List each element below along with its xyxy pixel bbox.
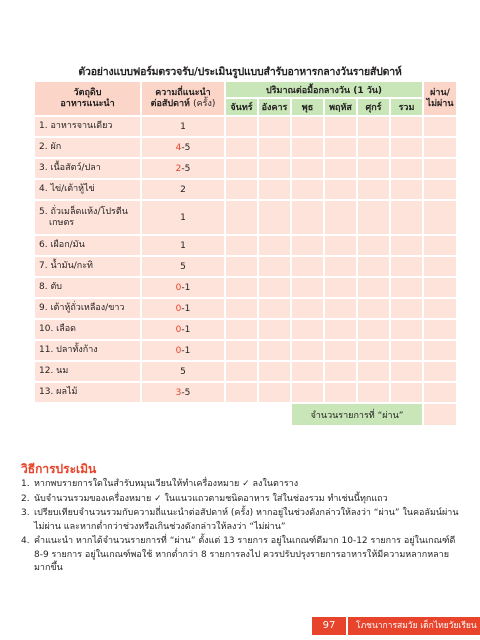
cell-pass-fail[interactable] (424, 138, 456, 157)
table-row (35, 159, 456, 178)
table-row (35, 383, 456, 402)
cell-wednesday[interactable] (292, 278, 323, 297)
cell-pass-fail[interactable] (424, 257, 456, 276)
cell-total[interactable] (391, 117, 422, 136)
cell-total[interactable] (391, 278, 422, 297)
cell-tuesday[interactable] (259, 236, 290, 255)
page-number: 97 (312, 617, 346, 635)
cell-friday[interactable] (358, 320, 389, 339)
cell-pass-fail[interactable] (424, 341, 456, 360)
cell-monday[interactable] (226, 159, 257, 178)
recommended-frequency: 2 (142, 180, 224, 199)
food-name: 9. เต้าหู้ถั่วเหลือง/ขาว (35, 299, 140, 318)
cell-tuesday[interactable] (259, 362, 290, 381)
page-footer (312, 617, 480, 635)
cell-tuesday[interactable] (259, 257, 290, 276)
recommended-frequency: 0-1 (142, 320, 224, 339)
cell-total[interactable] (391, 299, 422, 318)
cell-monday[interactable] (226, 341, 257, 360)
cell-friday[interactable] (358, 201, 389, 234)
food-name: 4. ไข่/เต้าหู้ไข่ (35, 180, 140, 199)
cell-pass-fail[interactable] (424, 117, 456, 136)
cell-tuesday[interactable] (259, 299, 290, 318)
cell-monday[interactable] (226, 257, 257, 276)
cell-friday[interactable] (358, 278, 389, 297)
food-name: 12. นม (35, 362, 140, 381)
recommended-frequency: 0-1 (142, 341, 224, 360)
method-list (21, 478, 461, 577)
table-row (35, 278, 456, 297)
cell-total[interactable] (391, 257, 422, 276)
table-row (35, 320, 456, 339)
cell-monday[interactable] (226, 117, 257, 136)
pass-count-value[interactable] (424, 404, 456, 425)
cell-friday[interactable] (358, 138, 389, 157)
cell-tuesday[interactable] (259, 180, 290, 199)
cell-friday[interactable] (358, 341, 389, 360)
cell-wednesday[interactable] (292, 180, 323, 199)
cell-tuesday[interactable] (259, 278, 290, 297)
food-name: 5. ถั่วเมล็ดแห้ง/โปรตีน เกษตร (35, 201, 140, 234)
cell-wednesday[interactable] (292, 201, 323, 234)
blank-cell (35, 404, 290, 425)
cell-pass-fail[interactable] (424, 159, 456, 178)
recommended-frequency: 1 (142, 117, 224, 136)
pass-count-row (35, 404, 456, 425)
cell-tuesday[interactable] (259, 159, 290, 178)
cell-pass-fail[interactable] (424, 362, 456, 381)
assessment-table (33, 80, 458, 427)
cell-friday[interactable] (358, 299, 389, 318)
header-day-tuesday: อังคาร (259, 99, 290, 115)
cell-friday[interactable] (358, 180, 389, 199)
header-food: วัตถุดิบ อาหารแนะนำ (35, 82, 140, 115)
cell-friday[interactable] (358, 236, 389, 255)
food-name: 1. อาหารจานเดียว (35, 117, 140, 136)
method-title: วิธีการประเมิน (21, 462, 97, 476)
method-item: 3. เปรียบเทียบจำนวนรวมกับความถี่แนะนำต่อสัปดาห์ (ครั้ง) หากอยู่ในช่วงดังกล่าวให้ลงว่า “ผ่าน” ในคอลัมน์ผ่าน ไม่ผ่าน และหากต่ำกว่าช่วงหรือเกินช่วงดังกล่าวให้ลงว่า “ไม่ผ่าน” (21, 508, 459, 532)
cell-wednesday[interactable] (292, 299, 323, 318)
cell-pass-fail[interactable] (424, 383, 456, 402)
food-name: 13. ผลไม้ (35, 383, 140, 402)
cell-thursday[interactable] (325, 383, 356, 402)
table-row (35, 257, 456, 276)
cell-monday[interactable] (226, 278, 257, 297)
table-row (35, 299, 456, 318)
food-name: 6. เผือก/มัน (35, 236, 140, 255)
recommended-frequency: 3-5 (142, 383, 224, 402)
table-row (35, 117, 456, 136)
table-row (35, 362, 456, 381)
cell-thursday[interactable] (325, 236, 356, 255)
header-day-wednesday: พุธ (292, 99, 323, 115)
cell-thursday[interactable] (325, 320, 356, 339)
header-pass-fail: ผ่าน/ ไม่ผ่าน (424, 82, 456, 115)
cell-pass-fail[interactable] (424, 278, 456, 297)
table-row (35, 138, 456, 157)
cell-total[interactable] (391, 201, 422, 234)
cell-tuesday[interactable] (259, 383, 290, 402)
cell-total[interactable] (391, 236, 422, 255)
header-total: รวม (391, 99, 422, 115)
header-recommended-frequency: ความถี่แนะนำ ต่อสัปดาห์ (ครั้ง) (142, 82, 224, 115)
cell-friday[interactable] (358, 159, 389, 178)
recommended-frequency: 1 (142, 236, 224, 255)
recommended-frequency: 4-5 (142, 138, 224, 157)
cell-monday[interactable] (226, 180, 257, 199)
cell-thursday[interactable] (325, 138, 356, 157)
cell-wednesday[interactable] (292, 320, 323, 339)
cell-thursday[interactable] (325, 299, 356, 318)
cell-wednesday[interactable] (292, 159, 323, 178)
recommended-frequency: 0-1 (142, 299, 224, 318)
cell-tuesday[interactable] (259, 341, 290, 360)
cell-monday[interactable] (226, 362, 257, 381)
cell-wednesday[interactable] (292, 362, 323, 381)
method-item: 1. หากพบรายการใดในสำรับหมุนเวียนให้ทำเครื่องหมาย ✓ ลงในตาราง (21, 479, 299, 489)
cell-tuesday[interactable] (259, 201, 290, 234)
cell-wednesday[interactable] (292, 236, 323, 255)
cell-friday[interactable] (358, 257, 389, 276)
cell-tuesday[interactable] (259, 138, 290, 157)
recommended-frequency: 2-5 (142, 159, 224, 178)
cell-pass-fail[interactable] (424, 320, 456, 339)
cell-thursday[interactable] (325, 278, 356, 297)
header-day-monday: จันทร์ (226, 99, 257, 115)
cell-friday[interactable] (358, 117, 389, 136)
cell-total[interactable] (391, 362, 422, 381)
cell-wednesday[interactable] (292, 257, 323, 276)
table-row (35, 236, 456, 255)
cell-total[interactable] (391, 383, 422, 402)
cell-pass-fail[interactable] (424, 201, 456, 234)
cell-wednesday[interactable] (292, 138, 323, 157)
pass-count-label: จำนวนรายการที่ “ผ่าน” (292, 404, 422, 425)
food-name: 3. เนื้อสัตว์/ปลา (35, 159, 140, 178)
food-name: 10. เลือด (35, 320, 140, 339)
cell-monday[interactable] (226, 138, 257, 157)
food-name: 11. ปลาทั้งก้าง (35, 341, 140, 360)
cell-thursday[interactable] (325, 159, 356, 178)
header-amount-per-meal: ปริมาณต่อมื้อกลางวัน (1 วัน) (226, 82, 422, 97)
cell-tuesday[interactable] (259, 320, 290, 339)
table-row (35, 201, 456, 234)
recommended-frequency: 5 (142, 362, 224, 381)
food-name: 2. ผัก (35, 138, 140, 157)
form-title: ตัวอย่างแบบฟอร์มตรวจรับ/ประเมินรูปแบบสำรับอาหารกลางวันรายสัปดาห์ (78, 66, 402, 78)
food-name: 7. น้ำมัน/กะทิ (35, 257, 140, 276)
header-day-thursday: พฤหัส (325, 99, 356, 115)
cell-monday[interactable] (226, 236, 257, 255)
cell-friday[interactable] (358, 362, 389, 381)
recommended-frequency: 1 (142, 201, 224, 234)
cell-monday[interactable] (226, 299, 257, 318)
header-day-friday: ศุกร์ (358, 99, 389, 115)
cell-wednesday[interactable] (292, 341, 323, 360)
method-item: 2. นับจำนวนรวมของเครื่องหมาย ✓ ในแนวแถวตามชนิดอาหาร ใส่ในช่องรวม ทำเช่นนี้ทุกแถว (21, 493, 388, 504)
cell-tuesday[interactable] (259, 117, 290, 136)
cell-pass-fail[interactable] (424, 236, 456, 255)
cell-friday[interactable] (358, 383, 389, 402)
cell-total[interactable] (391, 180, 422, 199)
cell-pass-fail[interactable] (424, 299, 456, 318)
cell-thursday[interactable] (325, 180, 356, 199)
food-name: 8. ตับ (35, 278, 140, 297)
cell-monday[interactable] (226, 383, 257, 402)
table-row (35, 341, 456, 360)
cell-monday[interactable] (226, 320, 257, 339)
book-title: โภชนาการสมวัย เด็กไทยวัยเรียน (348, 617, 480, 635)
cell-thursday[interactable] (325, 201, 356, 234)
table-row (35, 180, 456, 199)
cell-wednesday[interactable] (292, 117, 323, 136)
cell-wednesday[interactable] (292, 383, 323, 402)
cell-total[interactable] (391, 341, 422, 360)
cell-total[interactable] (391, 138, 422, 157)
cell-thursday[interactable] (325, 117, 356, 136)
cell-thursday[interactable] (325, 341, 356, 360)
cell-monday[interactable] (226, 201, 257, 234)
recommended-frequency: 5 (142, 257, 224, 276)
cell-total[interactable] (391, 159, 422, 178)
cell-thursday[interactable] (325, 362, 356, 381)
cell-thursday[interactable] (325, 257, 356, 276)
recommended-frequency: 0-1 (142, 278, 224, 297)
method-item: 4. คำแนะนำ หากได้จำนวนรายการที่ “ผ่าน” ตั้งแต่ 13 รายการ อยู่ในเกณฑ์ดีมาก 10-12 รายการ อยู่ในเกณฑ์ดี 8-9 รายการ อยู่ในเกณฑ์พอใช้ หากต่ำกว่า 8 รายการลงไป ควรปรับปรุงรายการอาหารให้มีความหลากหลายมากขึ้น (21, 536, 456, 573)
cell-total[interactable] (391, 320, 422, 339)
cell-pass-fail[interactable] (424, 180, 456, 199)
